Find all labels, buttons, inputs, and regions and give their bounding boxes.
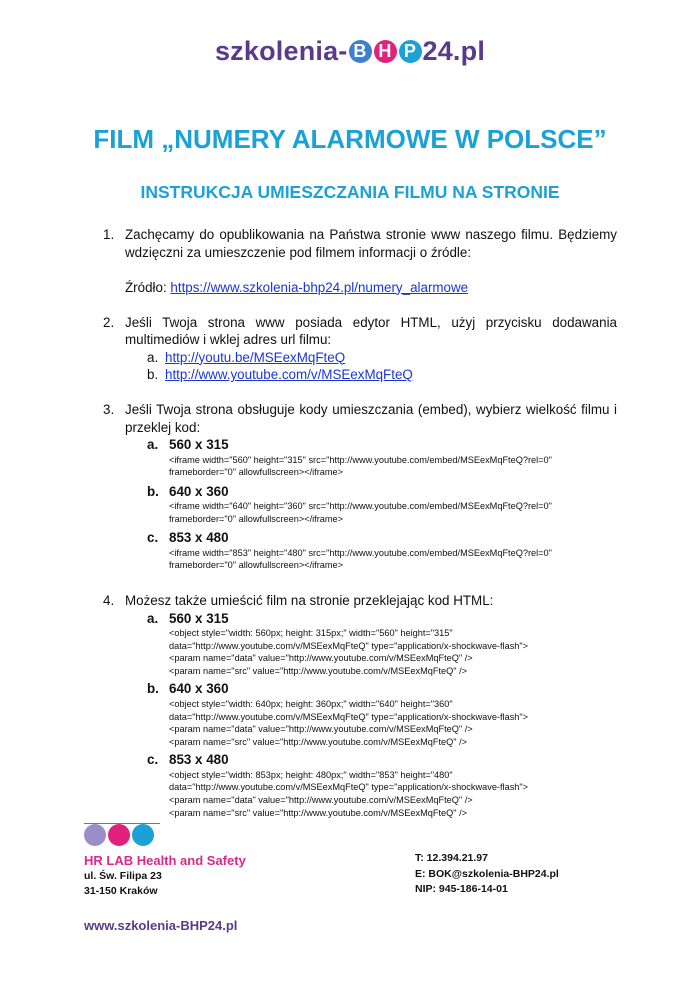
code-line: <param name="src" value="http://www.youtube.com/v/MSEexMqFteQ" /> <box>169 665 467 676</box>
size-label: 640 x 360 <box>169 483 229 499</box>
dot-pink <box>108 824 130 846</box>
item-text: Jeśli Twoja strona obsługuje kody umieszczania (embed), wybierz wielkość filmu i przeklej kod: <box>125 402 617 435</box>
code-line: data="http://www.youtube.com/v/MSEexMqFteQ" type="application/x-shockwave-flash"> <box>169 640 529 651</box>
url-letter: a. <box>147 349 159 365</box>
address-street: ul. Św. Filipa 23 <box>84 870 162 882</box>
item-number: 3. <box>103 402 115 417</box>
size-option-c <box>125 751 617 769</box>
footer-website[interactable]: www.szkolenia-BHP24.pl <box>84 918 238 933</box>
url-letter: b. <box>147 367 159 382</box>
size-label: 560 x 315 <box>169 437 229 452</box>
size-label: 640 x 360 <box>169 681 229 697</box>
embed-code-b <box>125 500 617 525</box>
page-subtitle: INSTRUKCJA UMIESZCZANIA FILMU NA STRONIE <box>140 182 560 202</box>
list-item-1 <box>103 226 617 296</box>
logo-letter-b: B <box>349 40 372 63</box>
code-line: <param name="data" value="http://www.youtube.com/v/MSEexMqFteQ" /> <box>169 724 473 735</box>
code-line: <object style="width: 853px; height: 480px;" width="853" height="480" <box>169 769 453 780</box>
address-city: 31-150 Kraków <box>84 885 158 897</box>
size-label: 560 x 315 <box>169 610 229 626</box>
size-option-b <box>125 680 617 698</box>
item-number: 4. <box>103 593 115 609</box>
youtube-short-link[interactable]: http://youtu.be/MSEexMqFteQ <box>165 349 346 365</box>
contact-email: E: BOK@szkolenia-BHP24.pl <box>415 867 559 880</box>
code-line: data="http://www.youtube.com/v/MSEexMqFteQ" type="application/x-shockwave-flash"> <box>169 711 529 722</box>
contact-nip: NIP: 945-186-14-01 <box>415 883 508 895</box>
page-title: FILM „NUMERY ALARMOWE W POLSCE” <box>93 124 607 154</box>
footer-address <box>84 869 162 899</box>
size-letter: c. <box>147 530 159 546</box>
item-number: 1. <box>103 227 115 242</box>
source-line <box>125 279 617 297</box>
object-code-b <box>125 698 617 748</box>
list-item-3 <box>103 401 617 572</box>
size-letter: b. <box>147 483 159 499</box>
item-number: 2. <box>103 314 115 330</box>
code-line: data="http://www.youtube.com/v/MSEexMqFteQ" type="application/x-shockwave-flash"> <box>169 782 529 793</box>
code-line: <iframe width="640" height="360" src="http://www.youtube.com/embed/MSEexMqFteQ?rel=0" <box>169 501 552 512</box>
logo-letter-h: H <box>374 40 397 63</box>
logo-prefix: szkolenia- <box>214 36 348 66</box>
size-letter: a. <box>147 437 159 452</box>
logo-suffix: 24.pl <box>422 36 486 66</box>
dot-blue <box>132 824 154 846</box>
code-line: <object style="width: 640px; height: 360px;" width="640" height="360" <box>169 698 453 709</box>
code-line: <param name="src" value="http://www.youtube.com/v/MSEexMqFteQ" /> <box>169 807 467 818</box>
size-option-b <box>125 483 617 501</box>
code-line: <param name="src" value="http://www.youtube.com/v/MSEexMqFteQ" /> <box>169 736 467 747</box>
size-option-c <box>125 529 617 547</box>
embed-code-c <box>125 547 617 572</box>
code-line: frameborder="0" allowfullscreen></iframe> <box>169 560 344 571</box>
youtube-full-link[interactable]: http://www.youtube.com/v/MSEexMqFteQ <box>165 367 413 382</box>
source-link[interactable]: https://www.szkolenia-bhp24.pl/numery_alarmowe <box>170 279 469 295</box>
instructions-list <box>103 226 617 819</box>
code-line: <object style="width: 560px; height: 315px;" width="560" height="315" <box>169 628 453 639</box>
list-item-4 <box>103 592 617 819</box>
source-label: Źródło: <box>125 279 171 295</box>
size-option-a <box>125 610 617 628</box>
item-text: Zachęcamy do opublikowania na Państwa stronie www naszego filmu. Będziemy wdzięczni za umieszczenie pod filmem informacji o źródle: <box>125 227 617 260</box>
object-code-c <box>125 769 617 819</box>
size-label: 853 x 480 <box>169 530 229 546</box>
list-item-2 <box>103 314 617 384</box>
code-line: <iframe width="560" height="315" src="http://www.youtube.com/embed/MSEexMqFteQ?rel=0" <box>169 454 552 465</box>
object-code-a <box>125 627 617 677</box>
footer-company: HR LAB Health and Safety <box>84 853 246 868</box>
logo <box>0 36 700 67</box>
contact-phone: T: 12.394.21.97 <box>415 852 488 864</box>
code-line: frameborder="0" allowfullscreen></iframe> <box>169 467 344 478</box>
size-letter: b. <box>147 681 159 697</box>
size-label: 853 x 480 <box>169 752 229 768</box>
embed-code-a <box>125 454 617 479</box>
url-item-b <box>103 366 617 384</box>
dot-purple <box>84 824 106 846</box>
code-line: <param name="data" value="http://www.youtube.com/v/MSEexMqFteQ" /> <box>169 795 473 805</box>
size-option-a <box>125 436 617 454</box>
size-letter: a. <box>147 610 159 626</box>
item-text: Jeśli Twoja strona www posiada edytor HTML, użyj przycisku dodawania multimediów i wklej adres url filmu: <box>125 314 617 347</box>
size-letter: c. <box>147 752 159 768</box>
item-text: Możesz także umieścić film na stronie przeklejając kod HTML: <box>125 593 494 609</box>
logo-letter-p: P <box>399 40 422 63</box>
code-line: <param name="data" value="http://www.youtube.com/v/MSEexMqFteQ" /> <box>169 653 473 664</box>
url-item-a <box>103 349 617 367</box>
footer-contact <box>415 851 559 898</box>
code-line: frameborder="0" allowfullscreen></iframe> <box>169 513 344 524</box>
code-line: <iframe width="853" height="480" src="http://www.youtube.com/embed/MSEexMqFteQ?rel=0" <box>169 547 552 558</box>
footer-dots-logo <box>84 822 164 848</box>
